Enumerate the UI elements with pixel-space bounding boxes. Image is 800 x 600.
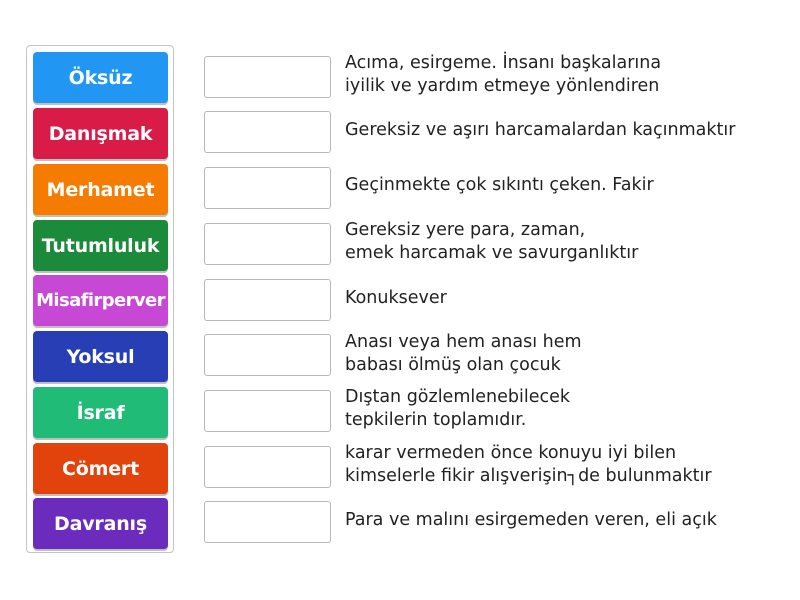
tile-merhamet[interactable]: Merhamet bbox=[33, 164, 168, 215]
tile-davranis[interactable]: Davranış bbox=[33, 498, 168, 549]
drop-slot-1[interactable] bbox=[204, 56, 331, 98]
tile-comert[interactable]: Cömert bbox=[33, 443, 168, 494]
tile-danismak[interactable]: Danışmak bbox=[33, 108, 168, 159]
description-4: Gereksiz yere para, zaman, emek harcamak ve savurganlıktır bbox=[345, 220, 639, 263]
tile-oksuz[interactable]: Öksüz bbox=[33, 52, 168, 103]
drop-slot-7[interactable] bbox=[204, 390, 331, 432]
description-1: Acıma, esirgeme. İnsanı başkalarına iyilik ve yardım etmeye yönlendiren bbox=[345, 53, 662, 96]
tile-misafirperver[interactable]: Misafirperver bbox=[33, 275, 168, 326]
drop-slot-6[interactable] bbox=[204, 334, 331, 376]
description-7: Dıştan gözlemlenebilecek tepkilerin toplamıdır. bbox=[345, 387, 570, 430]
description-5: Konuksever bbox=[345, 288, 447, 308]
drop-slot-9[interactable] bbox=[204, 501, 331, 543]
tile-israf[interactable]: İsraf bbox=[33, 387, 168, 438]
tile-yoksul[interactable]: Yoksul bbox=[33, 331, 168, 382]
description-2: Gereksiz ve aşırı harcamalardan kaçınmaktır bbox=[345, 120, 736, 140]
description-6: Anası veya hem anası hem babası ölmüş olan çocuk bbox=[345, 332, 582, 375]
drop-slot-2[interactable] bbox=[204, 111, 331, 153]
description-9: Para ve malını esirgemeden veren, eli açık bbox=[345, 510, 717, 530]
description-8: karar vermeden önce konuyu iyi bilen kimselerle fikir alışverişin┐de bulunmaktır bbox=[345, 443, 712, 486]
drop-slot-8[interactable] bbox=[204, 446, 331, 488]
drop-slot-3[interactable] bbox=[204, 167, 331, 209]
drop-slot-5[interactable] bbox=[204, 279, 331, 321]
description-3: Geçinmekte çok sıkıntı çeken. Fakir bbox=[345, 175, 654, 195]
tile-tutumluluk[interactable]: Tutumluluk bbox=[33, 220, 168, 271]
drop-slot-4[interactable] bbox=[204, 223, 331, 265]
